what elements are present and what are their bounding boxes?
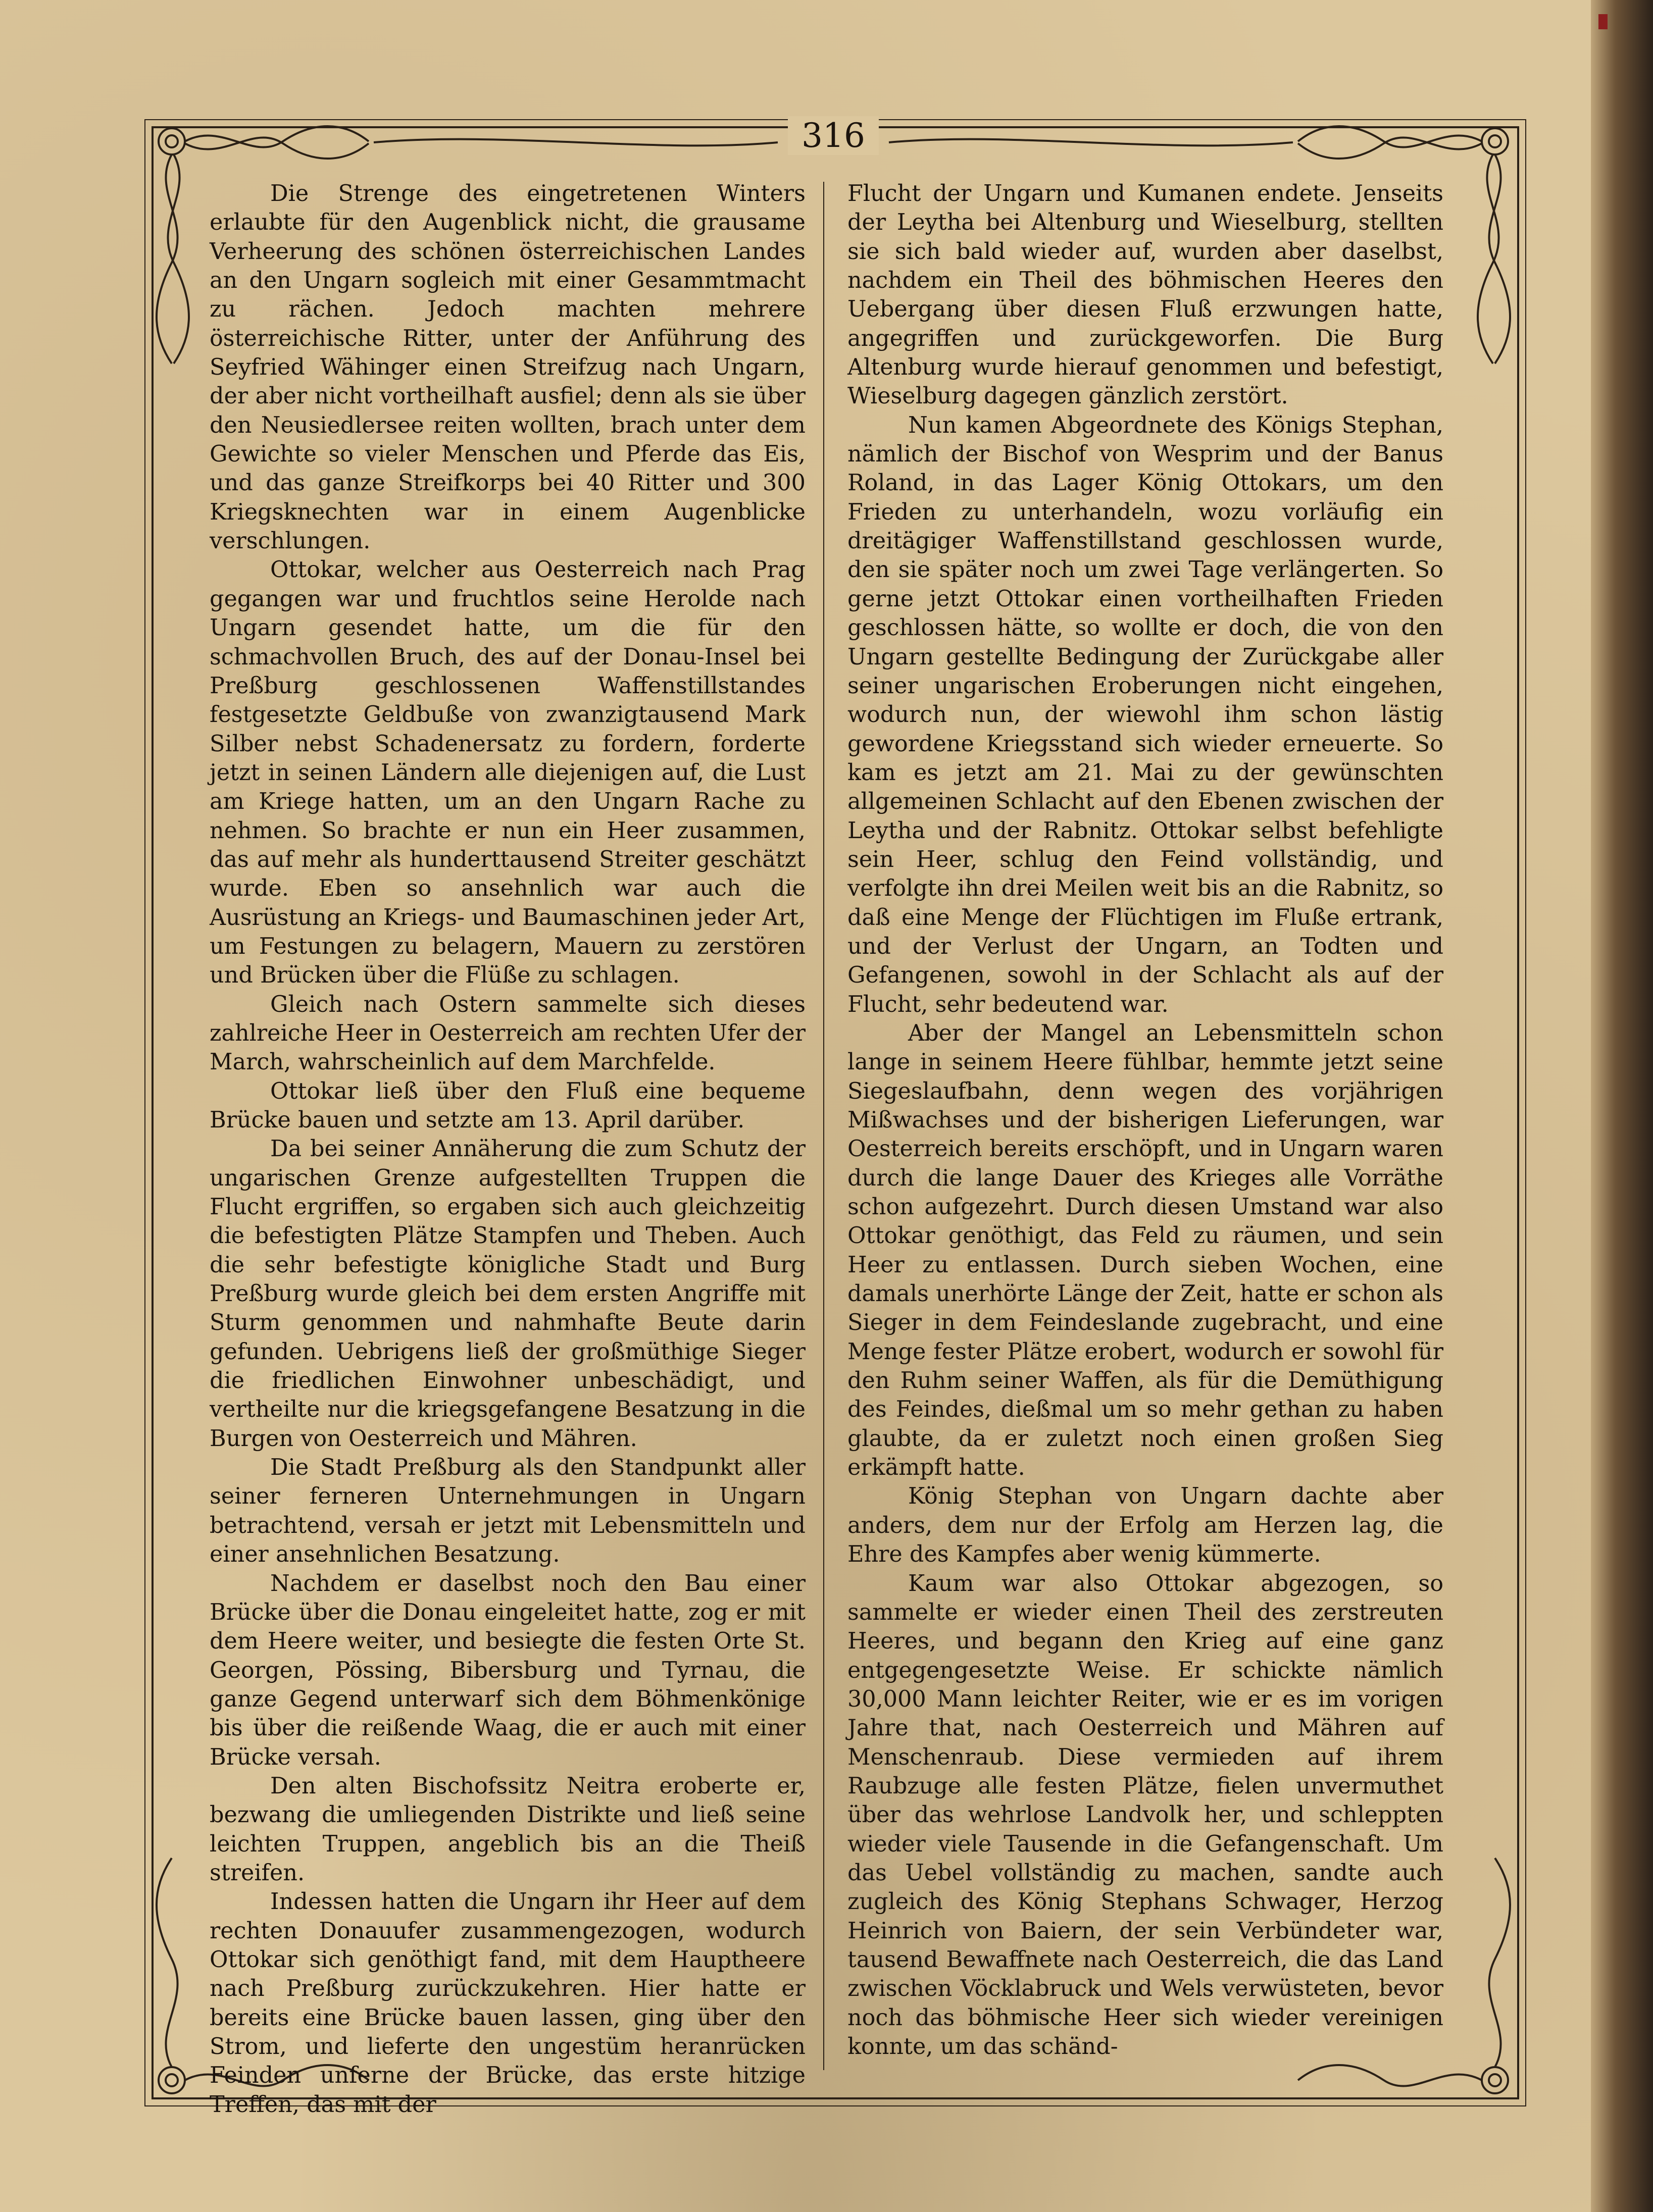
page-marker <box>1598 14 1608 29</box>
paragraph: Aber der Mangel an Lebensmitteln schon lange in seinem Heere fühlbar, hemmte jetzt seine Siegeslaufbahn, denn wegen des vorjährigen Mißwachses und der bisherigen Lieferungen, war Oesterreich bereits erschöpft, und in Ungarn waren durch die lange Dauer des Krieges alle Vorräthe schon aufgezehrt. Durch diesen Umstand war also Ottokar genöthigt, das Feld zu räumen, und sein Heer zu entlassen. Durch sieben Wochen, eine damals unerhörte Länge der Zeit, hatte er schon als Sieger in dem Feindeslande zugebracht, und eine Menge fester Plätze erobert, wodurch er sowohl für den Ruhm seiner Waffen, als für die Demüthigung des Feindes, dießmal um so mehr gethan zu haben glaubte, da er zuletzt noch einen großen Sieg erkämpft hatte. <box>847 1020 1443 1481</box>
paragraph: Da bei seiner Annäherung die zum Schutz der ungarischen Grenze aufgestellten Truppen die Flucht ergriffen, so ergaben sich auch gleichzeitig die befestigten Plätze Stampfen und Theben. Auch die sehr befestigte königliche Stadt und Burg Preßburg wurde gleich bei dem ersten Angriffe mit Sturm genommen und nahmhafte Beute darin gefunden. Uebrigens ließ der großmüthige Sieger die friedlichen Einwohner unbeschädigt, und vertheilte nur die kriegsgefangene Besatzung in die Burgen von Oesterreich und Mähren. <box>210 1136 806 1452</box>
paragraph: Die Strenge des eingetretenen Winters erlaubte für den Augenblick nicht, die grausame Verheerung des schönen österreichischen Landes an den Ungarn sogleich mit einer Gesammtmacht zu rächen. Jedoch machten mehrere österreichische Ritter, unter der Anführung des Seyfried Wähinger einen Streifzug nach Ungarn, der aber nicht vortheilhaft ausfiel; denn als sie über den Neusiedlersee reiten wollten, brach unter dem Gewichte so vieler Menschen und Pferde das Eis, und das ganze Streifkorps bei 40 Ritter und 300 Kriegsknechten war in einem Augenblicke verschlungen. <box>210 181 806 554</box>
paragraph: Ottokar, welcher aus Oesterreich nach Prag gegangen war und fruchtlos seine Herolde nach Ungarn gesendet hatte, um die für den schmachvollen Bruch, des auf der Donau-Insel bei Preßburg geschlossenen Waffenstillstandes festgesetzte Geldbuße von zwanzigtausend Mark Silber nebst Schadenersatz zu fordern, forderte jetzt in seinen Ländern alle diejenigen auf, die Lust am Kriege hatten, um an den Ungarn Rache zu nehmen. So brachte er nun ein Heer zusammen, das auf mehr als hunderttausend Streiter geschätzt wurde. Eben so ansehnlich war auch die Ausrüstung an Kriegs- und Baumaschinen jeder Art, um Festungen zu belagern, Mauern zu zerstören und Brücken über die Flüße zu schlagen. <box>210 557 806 989</box>
right-column <box>847 179 1443 2061</box>
paragraph: Die Stadt Preßburg als den Standpunkt aller seiner ferneren Unternehmungen in Ungarn betrachtend, versah er jetzt mit Lebensmitteln und einer ansehnlichen Besatzung. <box>210 1455 806 1568</box>
paragraph: Gleich nach Ostern sammelte sich dieses zahlreiche Heer in Oesterreich am rechten Ufer der March, wahrscheinlich auf dem Marchfelde. <box>210 991 806 1075</box>
book-spine <box>1591 0 1653 2212</box>
page-number: 316 <box>788 116 879 155</box>
paragraph: Kaum war also Ottokar abgezogen, so sammelte er wieder einen Theil des zerstreuten Heeres, und begann den Krieg auf eine ganz entgegengesetzte Weise. Er schickte nämlich 30,000 Mann leichter Reiter, wie er es im vorigen Jahre that, nach Oesterreich und Mähren auf Menschenraub. Diese vermieden auf ihrem Raubzuge alle festen Plätze, fielen unvermuthet über das wehrlose Landvolk her, und schleppten wieder viele Tausende in die Gefangenschaft. Um das Uebel vollständig zu machen, sandte auch zugleich des König Stephans Schwager, Herzog Heinrich von Baiern, der sein Verbündeter war, tausend Bewaffnete nach Oesterreich, die das Land zwischen Vöcklabruck und Wels verwüsteten, bevor noch das böhmische Heer sich wieder vereinigen konnte, um das schänd- <box>847 1570 1443 2060</box>
paragraph: Ottokar ließ über den Fluß eine bequeme Brücke bauen und setzte am 13. April darüber. <box>210 1078 806 1133</box>
paragraph: König Stephan von Ungarn dachte aber anders, dem nur der Erfolg am Herzen lag, die Ehre des Kampfes aber wenig kümmerte. <box>847 1483 1443 1568</box>
paragraph: Indessen hatten die Ungarn ihr Heer auf dem rechten Donauufer zusammengezogen, wodurch Ottokar sich genöthigt fand, mit dem Hauptheere nach Preßburg zurückzukehren. Hier hatte er bereits eine Brücke bauen lassen, ging über den Strom, und lieferte den ungestüm heranrücken Feinden unferne der Brücke, das erste hitzige Treffen, das mit der <box>210 1889 806 2118</box>
paragraph: Flucht der Ungarn und Kumanen endete. Jenseits der Leytha bei Altenburg und Wieselburg, stellten sie sich bald wieder auf, wurden aber daselbst, nachdem ein Theil des böhmischen Heeres den Uebergang über diesen Fluß erzwungen hatte, angegriffen und zurückgeworfen. Die Burg Altenburg wurde hierauf genommen und befestigt, Wieselburg dagegen gänzlich zerstört. <box>847 181 1443 409</box>
column-divider <box>823 182 824 2070</box>
paragraph: Nun kamen Abgeordnete des Königs Stephan, nämlich der Bischof von Wesprim und der Banus Roland, in das Lager König Ottokars, um den Frieden zu unterhandeln, wozu vorläufig ein dreitägiger Waffenstillstand geschlossen wurde, den sie später noch um zwei Tage verlängerten. So gerne jetzt Ottokar einen vortheilhaften Frieden geschlossen hätte, so wollte er doch, die von den Ungarn gestellte Bedingung der Zurückgabe aller seiner ungarischen Eroberungen nicht eingehen, wodurch nun, der wiewohl ihm schon lästig gewordene Kriegsstand sich wieder erneuerte. So kam es jetzt am 21. Mai zu der gewünschten allgemeinen Schlacht auf den Ebenen zwischen der Leytha und der Rabnitz. Ottokar selbst befehligte sein Heer, schlug den Feind vollständig, und verfolgte ihn drei Meilen weit bis an die Rabnitz, so daß eine Menge der Flüchtigen im Fluße ertrank, und der Verlust der Ungarn, an Todten und Gefangenen, sowohl in der Schlacht als auf der Flucht, sehr bedeutend war. <box>847 412 1443 1017</box>
left-column <box>210 179 806 2119</box>
paragraph: Nachdem er daselbst noch den Bau einer Brücke über die Donau eingeleitet hatte, zog er mit dem Heere weiter, und besiegte die festen Orte St. Georgen, Pössing, Bibersburg und Tyrnau, die ganze Gegend unterwarf sich dem Böhmenkönige bis über die reißende Waag, die er auch mit einer Brücke versah. <box>210 1570 806 1770</box>
paragraph: Den alten Bischofssitz Neitra eroberte er, bezwang die umliegenden Distrikte und ließ seine leichten Truppen, angeblich bis an die Theiß streifen. <box>210 1773 806 1886</box>
